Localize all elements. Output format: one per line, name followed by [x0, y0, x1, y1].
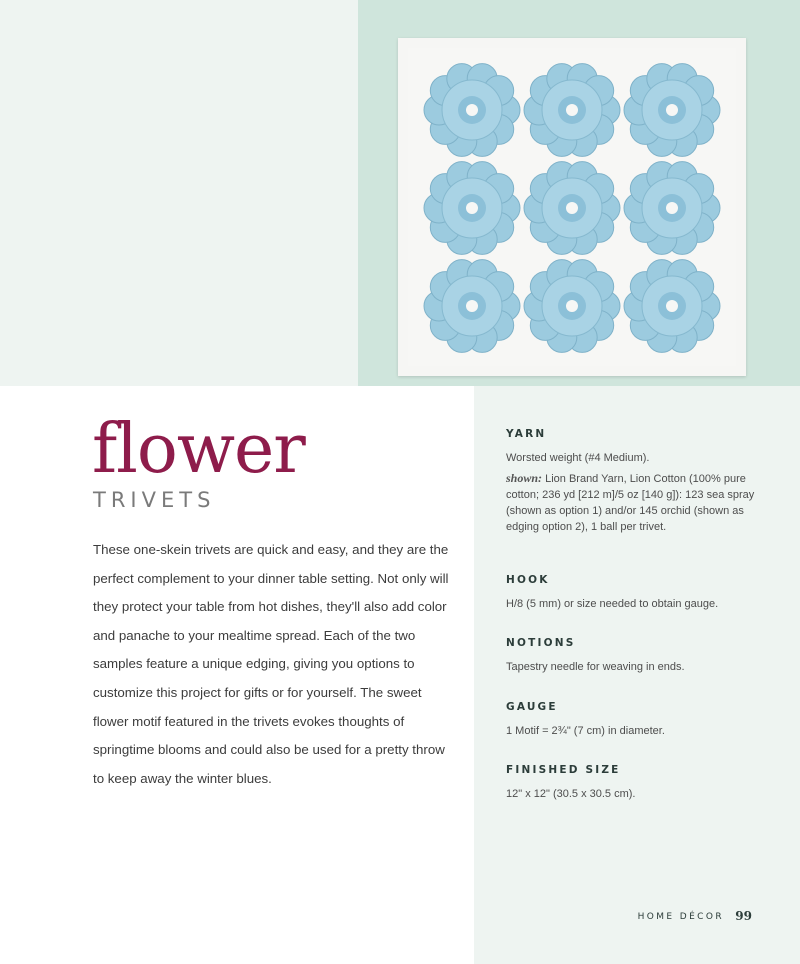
flower-motif [624, 64, 720, 157]
crochet-trivet-image [408, 48, 736, 366]
spec-yarn [506, 428, 756, 535]
flower-motif [524, 64, 620, 157]
finished-size-heading: FINISHED SIZE [506, 764, 621, 776]
flower-motif [424, 64, 520, 157]
trivet-photo [398, 38, 746, 376]
footer-section: HOME DÉCOR [637, 912, 724, 922]
page-number: 99 [735, 909, 752, 923]
page-subtitle: TRIVETS [93, 488, 216, 512]
page-title: flower [92, 410, 305, 489]
yarn-heading: YARN [506, 428, 547, 440]
gauge-text: 1 Motif = 2¾" (7 cm) in diameter. [506, 725, 665, 737]
flower-motif [624, 162, 720, 255]
notions-text: Tapestry needle for weaving in ends. [506, 661, 685, 673]
flower-motif [624, 260, 720, 353]
gauge-heading: GAUGE [506, 701, 558, 713]
spec-notions [506, 637, 756, 675]
shown-text: Lion Brand Yarn, Lion Cotton (100% pure cotton; 236 yd [212 m]/5 oz [140 g]): 123 sea spray (shown as option 1) and/or 145 orchid (shown as edging option 2), 1 ball per trivet. [506, 473, 755, 533]
intro-paragraph: These one-skein trivets are quick and easy, and they are the perfect complement to your dinner table setting. Not only will they protect your table from hot dishes, they'll also add color and panache to your mealtime spread. Each of the two samples feature a unique edging, giving you options to customize this project for gifts or for yourself. The sweet flower motif featured in the trivets evokes thoughts of springtime blooms and could also be used for a pretty throw to keep away the winter blues. [93, 542, 449, 786]
spec-hook [506, 574, 756, 612]
shown-label: shown: [506, 471, 543, 485]
hook-text: H/8 (5 mm) or size needed to obtain gauge. [506, 598, 719, 610]
yarn-text: Worsted weight (#4 Medium). [506, 452, 650, 464]
spec-gauge [506, 701, 756, 739]
hook-heading: HOOK [506, 574, 550, 586]
flower-motif [424, 260, 520, 353]
yarn-shown [506, 470, 756, 535]
spec-finished-size [506, 764, 756, 802]
flower-motif [524, 260, 620, 353]
notions-heading: NOTIONS [506, 637, 576, 649]
finished-size-text: 12" x 12" (30.5 x 30.5 cm). [506, 788, 636, 800]
flower-motif [424, 162, 520, 255]
top-left-panel [0, 0, 358, 386]
flower-motif [524, 162, 620, 255]
